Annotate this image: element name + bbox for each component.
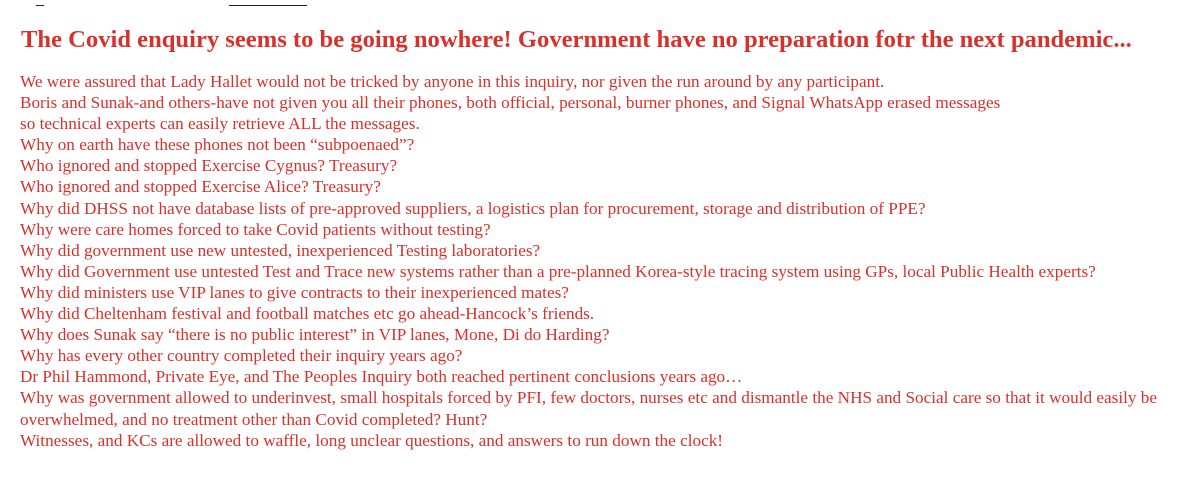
text-line: Why did Government use untested Test and Trace new systems rather than a pre-planned Korea-style tracing system using GPs, local Public Health experts? (20, 261, 1096, 281)
page-title: The Covid enquiry seems to be going nowhere! Government have no preparation fotr the next pandemic... (21, 26, 1132, 53)
edge-mark (36, 5, 44, 6)
text-line: Why did government use new untested, inexperienced Testing laboratories? (20, 240, 541, 260)
text-line: Why did ministers use VIP lanes to give contracts to their inexperienced mates? (20, 282, 569, 302)
text-line: Why has every other country completed their inquiry years ago? (20, 346, 463, 366)
text-line: Why does Sunak say “there is no public interest” in VIP lanes, Mone, Di do Harding? (20, 325, 610, 345)
text-line: Dr Phil Hammond, Private Eye, and The Peoples Inquiry both reached pertinent conclusions years ago… (20, 367, 743, 387)
text-line: Why were care homes forced to take Covid patients without testing? (20, 219, 491, 239)
text-line: We were assured that Lady Hallet would not be tricked by anyone in this inquiry, nor given the run around by any participant. (20, 72, 885, 91)
body-text (20, 71, 1190, 451)
text-line: Who ignored and stopped Exercise Alice? Treasury? (20, 177, 381, 197)
text-line: Boris and Sunak-and others-have not given you all their phones, both official, personal, burner phones, and Signal WhatsApp erased messages (20, 93, 1001, 113)
text-line: Why was government allowed to underinvest, small hospitals forced by PFI, few doctors, nurses etc and dismantle the NHS and Social care so that it would easily be overwhelmed, and no treatment other than Covid completed? Hunt? (20, 388, 1157, 429)
text-line: Why did Cheltenham festival and football matches etc go ahead-Hancock’s friends. (20, 304, 595, 324)
text-line: Why did DHSS not have database lists of pre-approved suppliers, a logistics plan for procurement, storage and distribution of PPE? (20, 198, 926, 218)
text-line: Witnesses, and KCs are allowed to waffle, long unclear questions, and answers to run down the clock! (20, 430, 724, 450)
top-edge-marks (0, 0, 1200, 10)
text-line: Who ignored and stopped Exercise Cygnus? Treasury? (20, 156, 398, 176)
edge-mark (229, 5, 307, 6)
text-line: Why on earth have these phones not been “subpoenaed”? (20, 135, 415, 155)
text-line: so technical experts can easily retrieve ALL the messages. (20, 114, 420, 134)
